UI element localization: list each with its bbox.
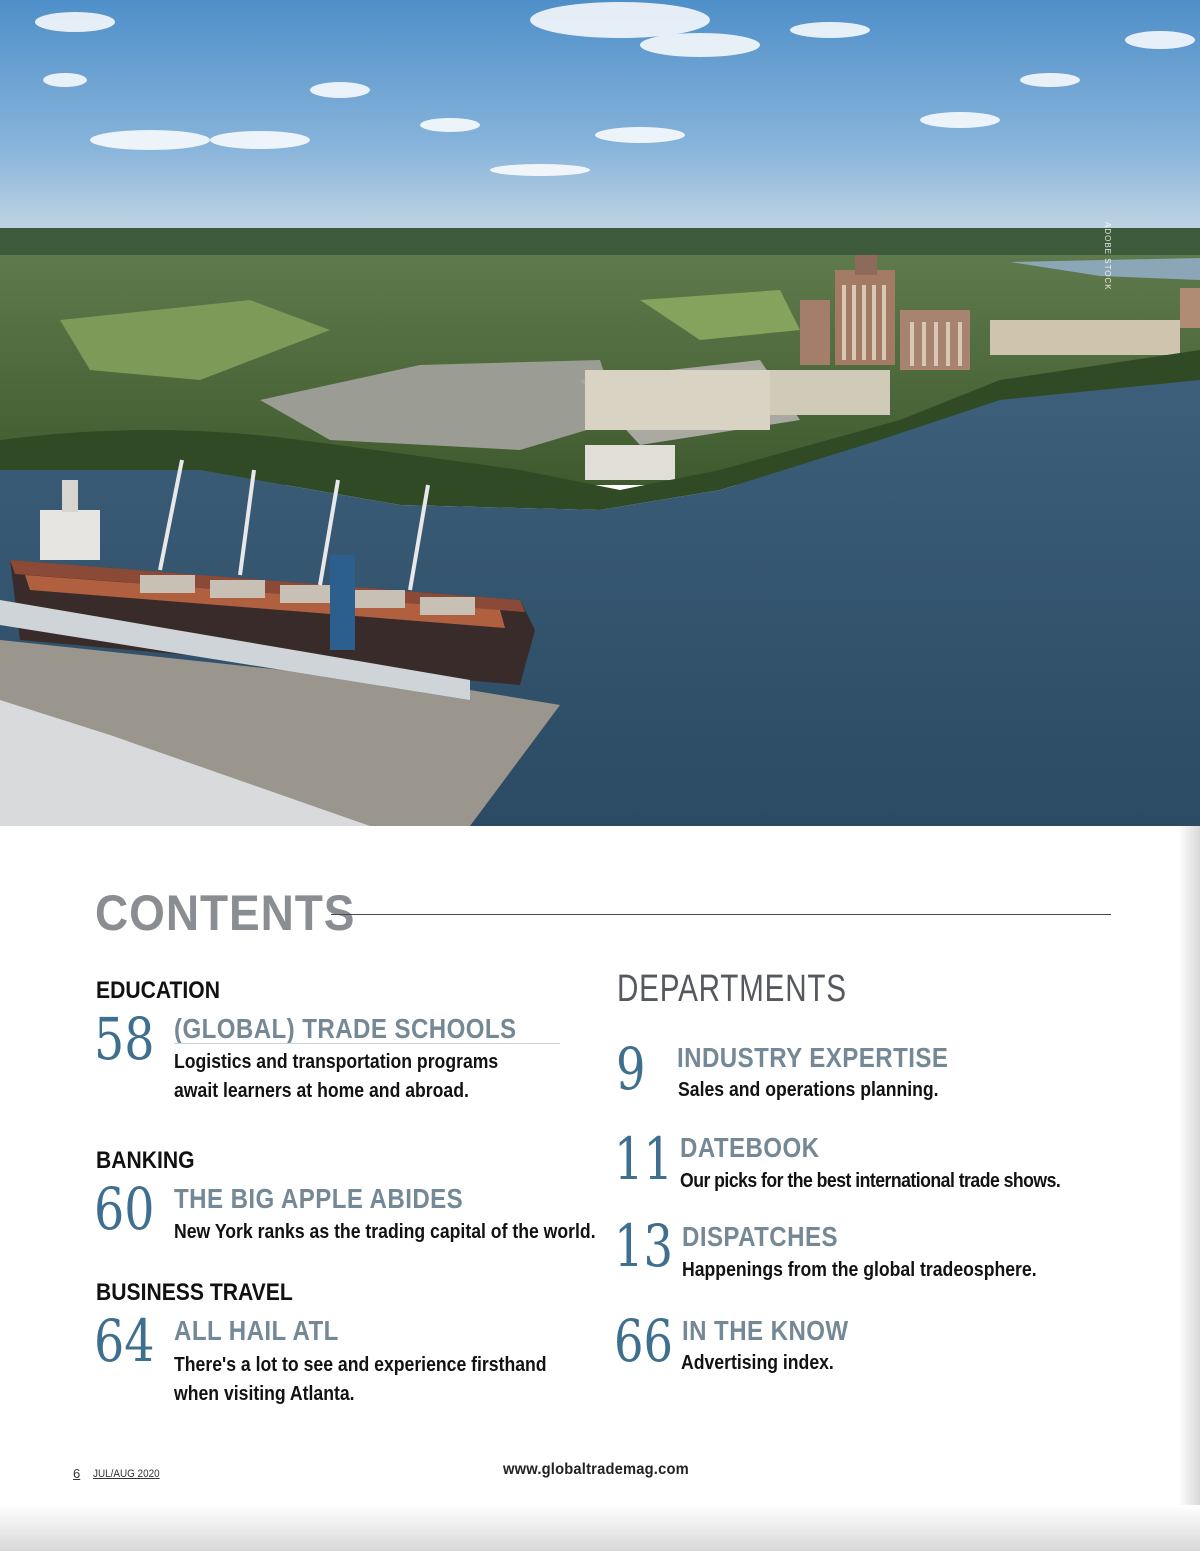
department-description: Advertising index.	[681, 1351, 834, 1374]
feature-page-number: 58	[94, 1005, 155, 1073]
feature-page-number: 64	[94, 1307, 155, 1375]
section-label-banking: BANKING	[96, 1147, 195, 1174]
feature-description: Logistics and transportation programs await learners at home and abroad.	[174, 1050, 499, 1102]
page-edge-shadow	[1178, 826, 1200, 1551]
department-title[interactable]: INDUSTRY EXPERTISE	[677, 1042, 949, 1073]
feature-title-underline	[174, 1043, 560, 1044]
department-title[interactable]: DISPATCHES	[682, 1221, 838, 1252]
title-divider	[331, 914, 1111, 915]
feature-title[interactable]: THE BIG APPLE ABIDES	[174, 1183, 464, 1214]
page-bottom-shadow	[0, 1505, 1200, 1551]
feature-title[interactable]: ALL HAIL ATL	[174, 1315, 339, 1346]
feature-title[interactable]: (GLOBAL) TRADE SCHOOLS	[174, 1013, 517, 1044]
contents-title: CONTENTS	[95, 885, 356, 941]
footer-page-number: 6	[73, 1466, 81, 1481]
department-description: Happenings from the global tradeosphere.	[682, 1258, 1037, 1281]
department-page-number: 13	[614, 1212, 674, 1280]
department-description: Our picks for the best international trade shows.	[680, 1169, 1061, 1192]
photo-credit: ADOBE STOCK	[1103, 222, 1112, 291]
feature-page-number: 60	[94, 1175, 155, 1243]
section-label-education: EDUCATION	[96, 977, 220, 1004]
feature-description: There's a lot to see and experience firsthand when visiting Atlanta.	[174, 1353, 547, 1405]
departments-heading: DEPARTMENTS	[617, 968, 847, 1010]
department-description: Sales and operations planning.	[678, 1078, 939, 1101]
department-page-number: 11	[614, 1125, 674, 1193]
department-page-number: 66	[614, 1307, 674, 1375]
footer-issue-date: JUL/AUG 2020	[93, 1468, 160, 1480]
department-title[interactable]: DATEBOOK	[680, 1132, 820, 1163]
footer-website-link[interactable]: www.globaltrademag.com	[503, 1461, 689, 1478]
feature-description: New York ranks as the trading capital of the world.	[174, 1220, 596, 1243]
department-page-number: 9	[616, 1035, 646, 1103]
department-title[interactable]: IN THE KNOW	[682, 1315, 849, 1346]
section-label-business-travel: BUSINESS TRAVEL	[96, 1279, 293, 1306]
